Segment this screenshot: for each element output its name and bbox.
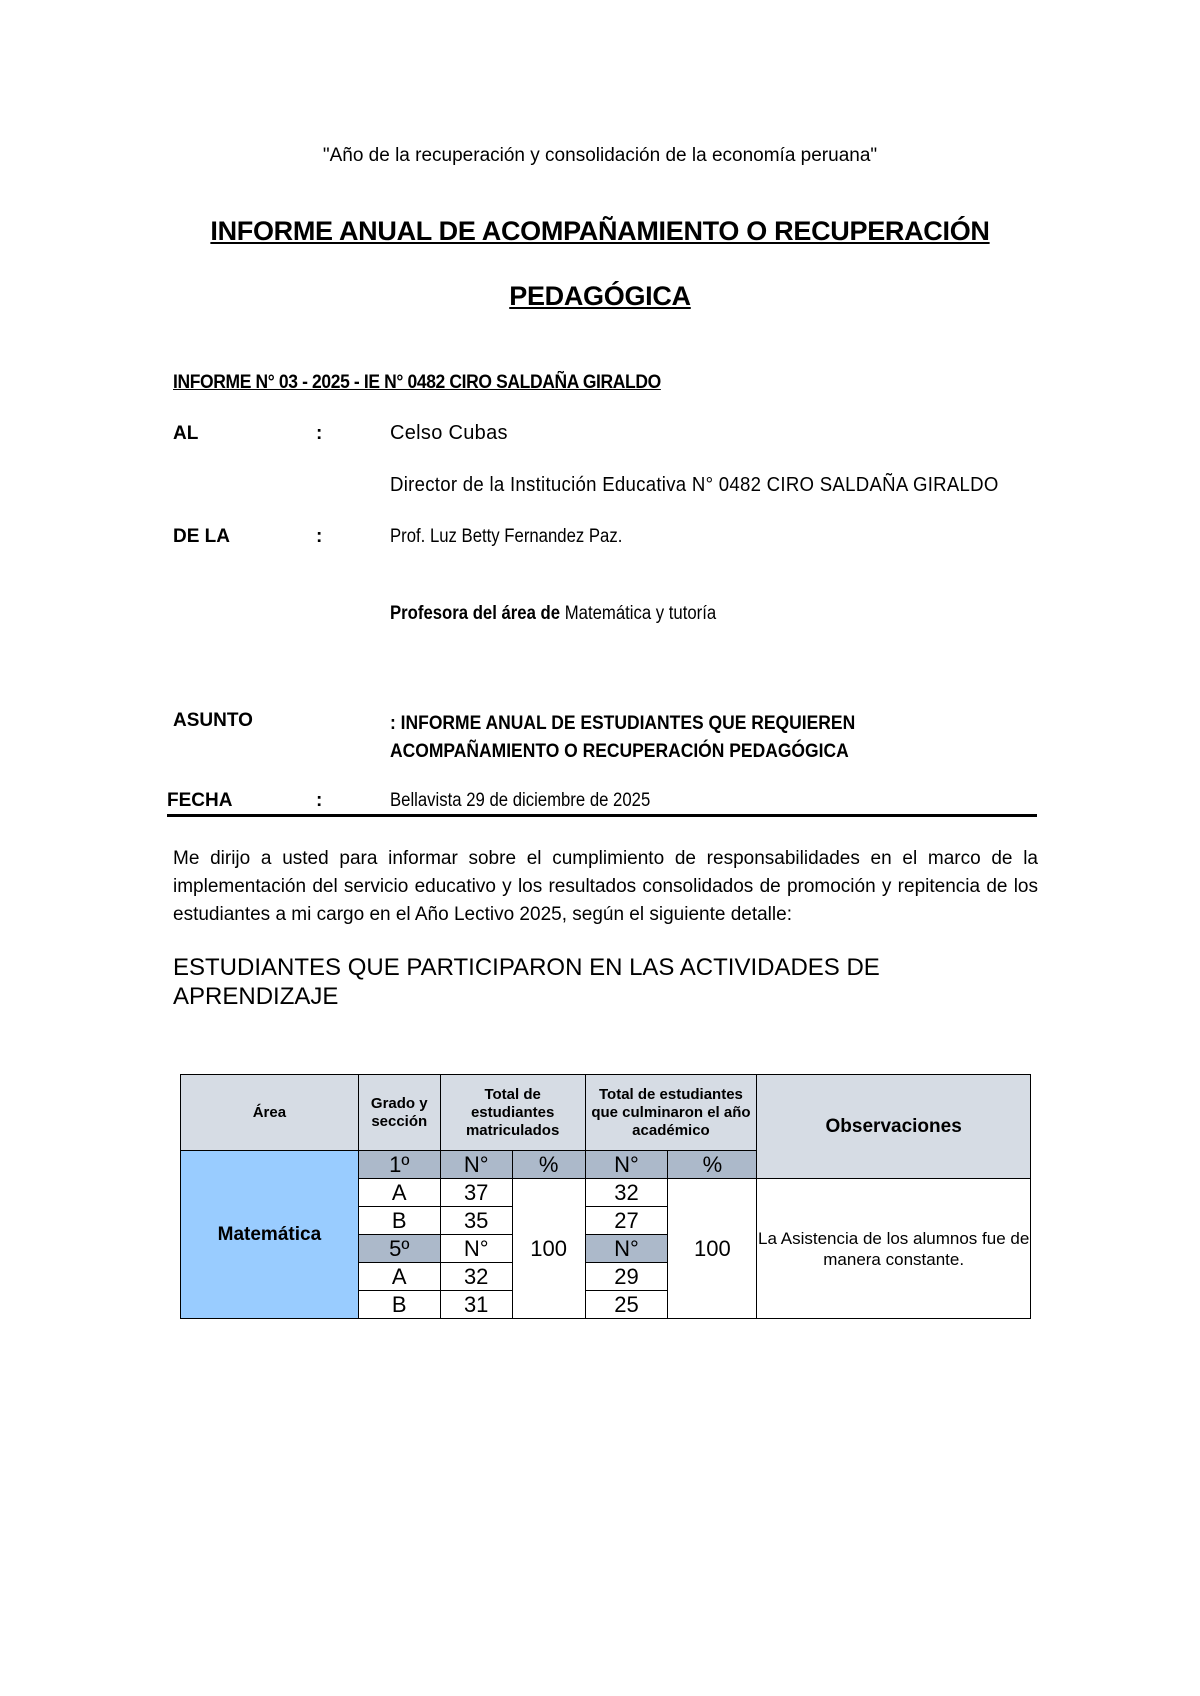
fecha-colon: :	[316, 790, 323, 811]
matriculados-cell: 31	[440, 1291, 512, 1319]
dela-role	[390, 603, 716, 625]
matriculados-cell: 32	[440, 1263, 512, 1291]
al-name: Celso Cubas	[390, 422, 508, 444]
document-title-line2: PEDAGÓGICA	[509, 281, 691, 311]
fecha-value: Bellavista 29 de diciembre de 2025	[390, 790, 651, 811]
culminaron-cell: 27	[585, 1207, 668, 1235]
header-grado: Grado y sección	[358, 1075, 440, 1151]
culminaron-cell: 25	[585, 1291, 668, 1319]
al-label: AL	[173, 423, 199, 444]
asunto-label: ASUNTO	[173, 710, 253, 731]
dela-label: DE LA	[173, 526, 230, 547]
sub-n1: N°	[440, 1151, 512, 1179]
grado-cell: B	[358, 1291, 440, 1319]
motto: "Año de la recuperación y consolidación de la economía peruana"	[322, 145, 878, 166]
asunto-text	[390, 710, 855, 766]
sub-n2: N°	[585, 1151, 668, 1179]
header-area: Área	[181, 1075, 359, 1151]
observacion-cell: La Asistencia de los alumnos fue de manera constante.	[757, 1179, 1031, 1319]
area-cell: Matemática	[181, 1151, 359, 1319]
dela-name: Prof. Luz Betty Fernandez Paz.	[390, 526, 623, 547]
culminaron-cell: N°	[585, 1235, 668, 1263]
grado-cell: B	[358, 1207, 440, 1235]
grado-cell: A	[358, 1263, 440, 1291]
culminaron-cell: 29	[585, 1263, 668, 1291]
al-role: Director de la Institución Educativa N° 0482 CIRO SALDAÑA GIRALDO	[390, 474, 999, 496]
sub-p2: %	[668, 1151, 757, 1179]
matriculados-cell: N°	[440, 1235, 512, 1263]
header-culminaron: Total de estudiantes que culminaron el año académico	[585, 1075, 757, 1151]
al-colon: :	[316, 423, 323, 444]
students-table	[180, 1074, 1031, 1319]
header-observaciones: Observaciones	[757, 1075, 1031, 1179]
asunto-line1: : INFORME ANUAL DE ESTUDIANTES QUE REQUIEREN	[390, 713, 856, 734]
fecha-label: FECHA	[167, 790, 233, 811]
grado-cell: A	[358, 1179, 440, 1207]
sub-p1: %	[512, 1151, 585, 1179]
role-bold: Profesora del área de	[390, 603, 561, 624]
body-paragraph: Me dirijo a usted para informar sobre el cumplimiento de responsabilidades en el marco de la implementación del servicio educativo y los resultados consolidados de promoción y repitencia de los estudiantes a mi cargo en el Año Lectivo 2025, según el siguiente detalle:	[173, 848, 1038, 925]
header-divider	[167, 814, 1037, 817]
matriculados-cell: 37	[440, 1179, 512, 1207]
informe-number: INFORME N° 03 - 2025 - IE N° 0482 CIRO SALDAÑA GIRALDO	[173, 372, 661, 393]
matriculados-cell: 35	[440, 1207, 512, 1235]
pct-culminaron: 100	[668, 1179, 757, 1319]
sub-grado: 1º	[358, 1151, 440, 1179]
document-title: INFORME ANUAL DE ACOMPAÑAMIENTO O RECUPERACIÓN	[210, 216, 990, 246]
culminaron-cell: 32	[585, 1179, 668, 1207]
asunto-line2: ACOMPAÑAMIENTO O RECUPERACIÓN PEDAGÓGICA	[390, 741, 849, 762]
section-title: ESTUDIANTES QUE PARTICIPARON EN LAS ACTIVIDADES DE APRENDIZAJE	[173, 954, 880, 1010]
dela-colon: :	[316, 526, 323, 547]
role-subject: Matemática y tutoría	[560, 603, 717, 624]
pct-matriculados: 100	[512, 1179, 585, 1319]
header-matriculados: Total de estudiantes matriculados	[440, 1075, 585, 1151]
grado-cell: 5º	[358, 1235, 440, 1263]
